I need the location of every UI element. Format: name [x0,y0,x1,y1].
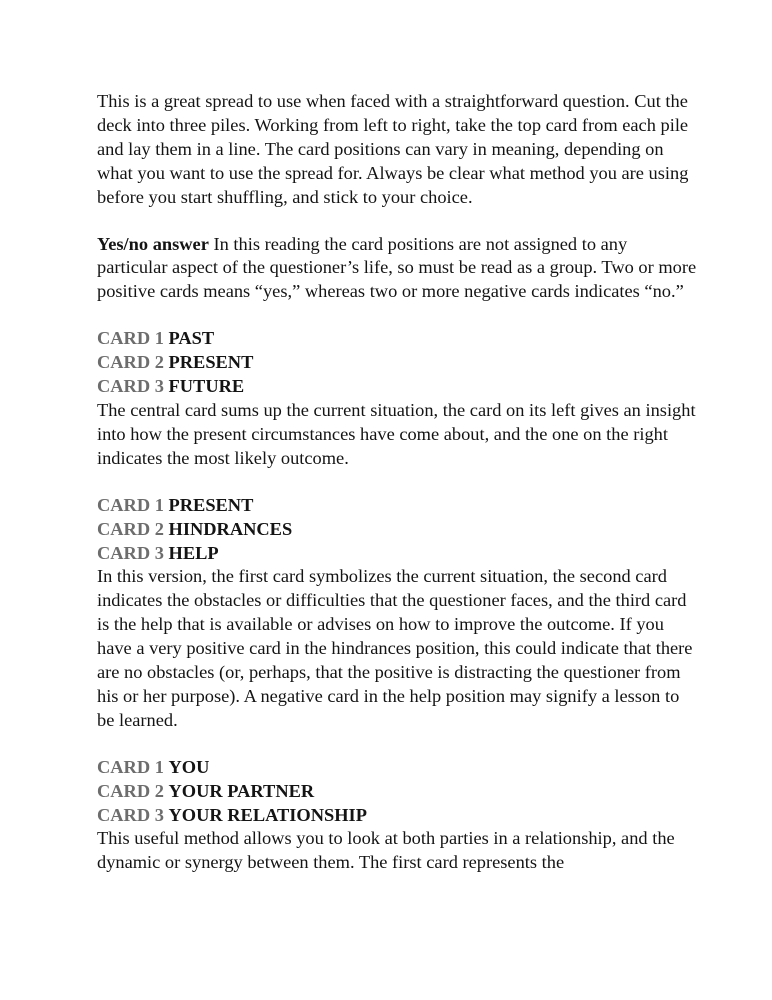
card-title: HINDRANCES [168,518,293,539]
card-number: CARD 3 [97,804,164,825]
card-title: PRESENT [168,494,254,515]
card-position-line [97,518,697,542]
card-position-line [97,804,697,828]
card-title: PAST [168,328,215,349]
card-position-line [97,351,697,375]
card-number: CARD 1 [97,328,164,349]
card-position-line [97,327,697,351]
section-description: The central card sums up the current situation, the card on its left gives an insight into how the present circumstances have come about, and the one on the right indicates the most likely outcome. [97,399,696,468]
card-title: YOUR PARTNER [168,780,315,801]
spread-section-you-partner-relationship [97,756,697,876]
yes-no-heading: Yes/no answer [97,233,209,254]
card-number: CARD 1 [97,494,164,515]
document-page [97,90,697,875]
card-number: CARD 2 [97,352,164,373]
card-number: CARD 2 [97,780,164,801]
card-position-line [97,375,697,399]
yes-no-paragraph [97,233,697,305]
card-number: CARD 3 [97,376,164,397]
section-description: This useful method allows you to look at both parties in a relationship, and the dynamic or synergy between them. The first card represents the [97,828,675,873]
card-number: CARD 2 [97,518,164,539]
spread-section-past-present-future [97,327,697,470]
card-title: PRESENT [168,352,254,373]
card-position-line [97,756,697,780]
card-title: HELP [168,542,219,563]
card-number: CARD 3 [97,542,164,563]
card-position-line [97,542,697,566]
card-title: FUTURE [168,376,245,397]
card-title: YOU [168,756,210,777]
card-title: YOUR RELATIONSHIP [168,804,367,825]
yes-no-text: In this reading the card positions are not assigned to any particular aspect of the questioner’s life, so must be read as a group. Two or more positive cards means “yes,” whereas two or more negative cards indicates “no.” [97,233,697,302]
card-number: CARD 1 [97,756,164,777]
card-position-line [97,494,697,518]
section-description: In this version, the first card symbolizes the current situation, the second card indicates the obstacles or difficulties that the questioner faces, and the third card is the help that is available or advises on how to improve the outcome. If you have a very positive card in the hindrances position, this could indicate that there are no obstacles (or, perhaps, that the positive is distracting the questioner from his or her purpose). A negative card in the help position may signify a lesson to be learned. [97,566,693,730]
intro-paragraph: This is a great spread to use when faced with a straightforward question. Cut the deck into three piles. Working from left to right, take the top card from each pile and lay them in a line. The card positions can vary in meaning, depending on what you want to use the spread for. Always be clear what method you are using before you start shuffling, and stick to your choice. [97,91,689,207]
card-position-line [97,780,697,804]
spread-section-present-hindrances-help [97,494,697,733]
